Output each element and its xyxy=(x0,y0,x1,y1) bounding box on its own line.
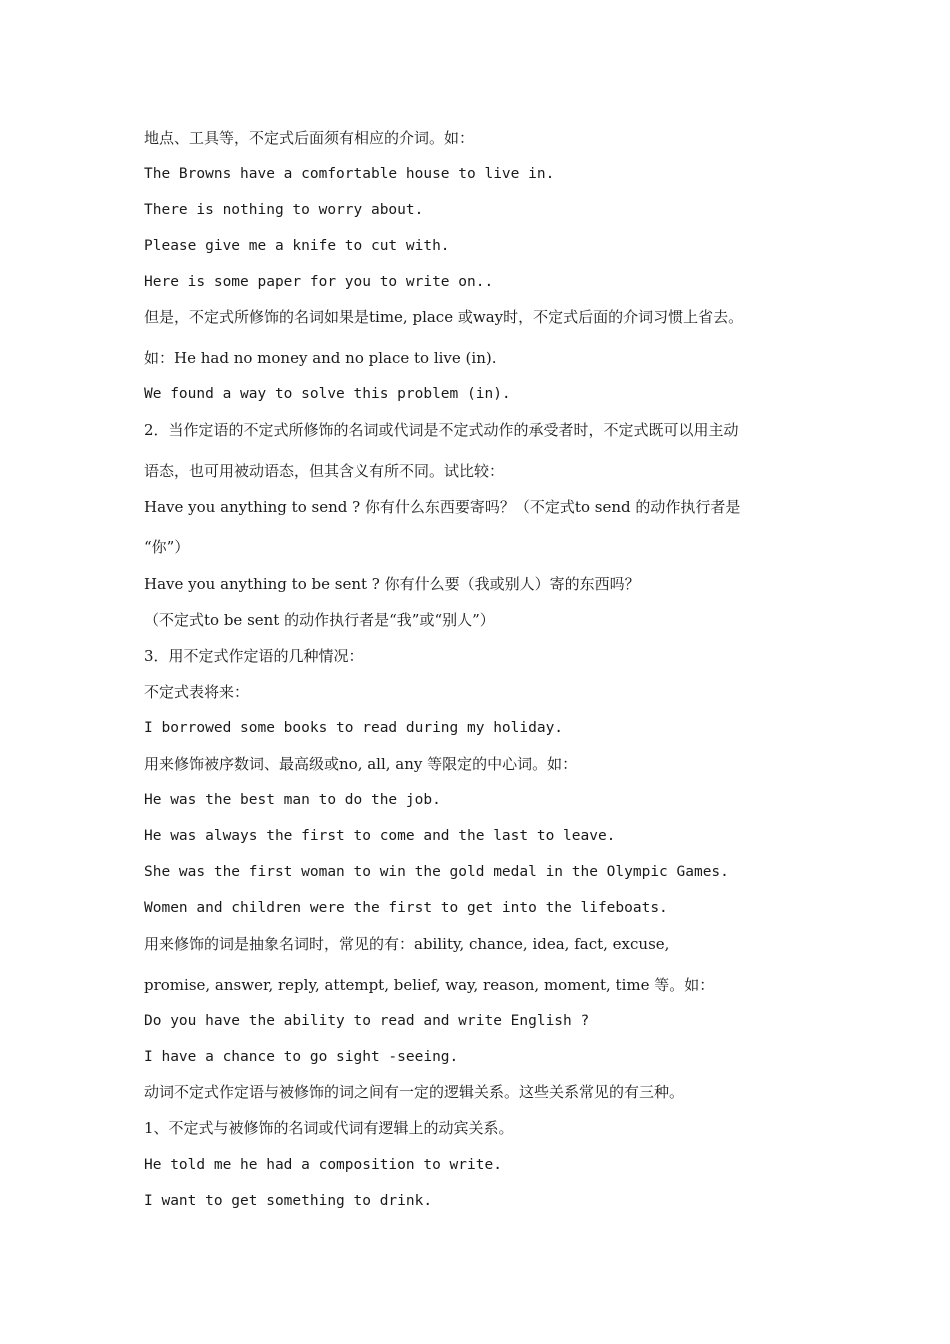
text-line: Do you have the ability to read and write English ? xyxy=(144,1013,590,1029)
text-line: 地点、工具等，不定式后面须有相应的介词。如： xyxy=(144,129,475,147)
text-line: 不定式表将来： xyxy=(144,683,250,701)
text-line: He was always the first to come and the last to leave. xyxy=(144,828,616,844)
text-line: The Browns have a comfortable house to live in. xyxy=(144,166,555,182)
text-line: “你”） xyxy=(144,538,190,556)
text-line: 如：He had no money and no place to live (in). xyxy=(144,349,497,367)
text-line: 2．当作定语的不定式所修饰的名词或代词是不定式动作的承受者时，不定式既可以用主动 xyxy=(144,421,739,439)
text-line: 3．用不定式作定语的几种情况： xyxy=(144,647,364,665)
text-line: promise, answer, reply, attempt, belief, way, reason, moment, time 等。如： xyxy=(144,976,715,994)
text-line: 用来修饰的词是抽象名词时，常见的有：ability, chance, idea, fact, excuse, xyxy=(144,935,670,953)
text-line: Here is some paper for you to write on.. xyxy=(144,274,494,290)
text-line: I have a chance to go sight -seeing. xyxy=(144,1049,459,1065)
text-line: He told me he had a composition to write. xyxy=(144,1157,502,1173)
text-line: He was the best man to do the job. xyxy=(144,792,441,808)
text-line: 1、不定式与被修饰的名词或代词有逻辑上的动宾关系。 xyxy=(144,1119,514,1137)
text-line: Have you anything to send ? 你有什么东西要寄吗？（不定式to send 的动作执行者是 xyxy=(144,498,741,516)
text-line: 用来修饰被序数词、最高级或no, all, any 等限定的中心词。如： xyxy=(144,755,578,773)
text-line: Please give me a knife to cut with. xyxy=(144,238,450,254)
text-line: She was the first woman to win the gold medal in the Olympic Games. xyxy=(144,864,729,880)
text-line: （不定式to be sent 的动作执行者是“我”或“别人”） xyxy=(144,611,495,629)
text-line: Women and children were the first to get into the lifeboats. xyxy=(144,900,668,916)
text-line: We found a way to solve this problem (in). xyxy=(144,386,511,402)
text-line: I borrowed some books to read during my holiday. xyxy=(144,720,564,736)
text-line: Have you anything to be sent ? 你有什么要（我或别人）寄的东西吗？ xyxy=(144,575,640,593)
text-line: 动词不定式作定语与被修饰的词之间有一定的逻辑关系。这些关系常见的有三种。 xyxy=(144,1083,685,1101)
text-line: 但是，不定式所修饰的名词如果是time, place 或way时，不定式后面的介词习惯上省去。 xyxy=(144,308,744,326)
text-line: I want to get something to drink. xyxy=(144,1193,433,1209)
text-line: There is nothing to worry about. xyxy=(144,202,424,218)
text-line: 语态，也可用被动语态，但其含义有所不同。试比较： xyxy=(144,462,505,480)
